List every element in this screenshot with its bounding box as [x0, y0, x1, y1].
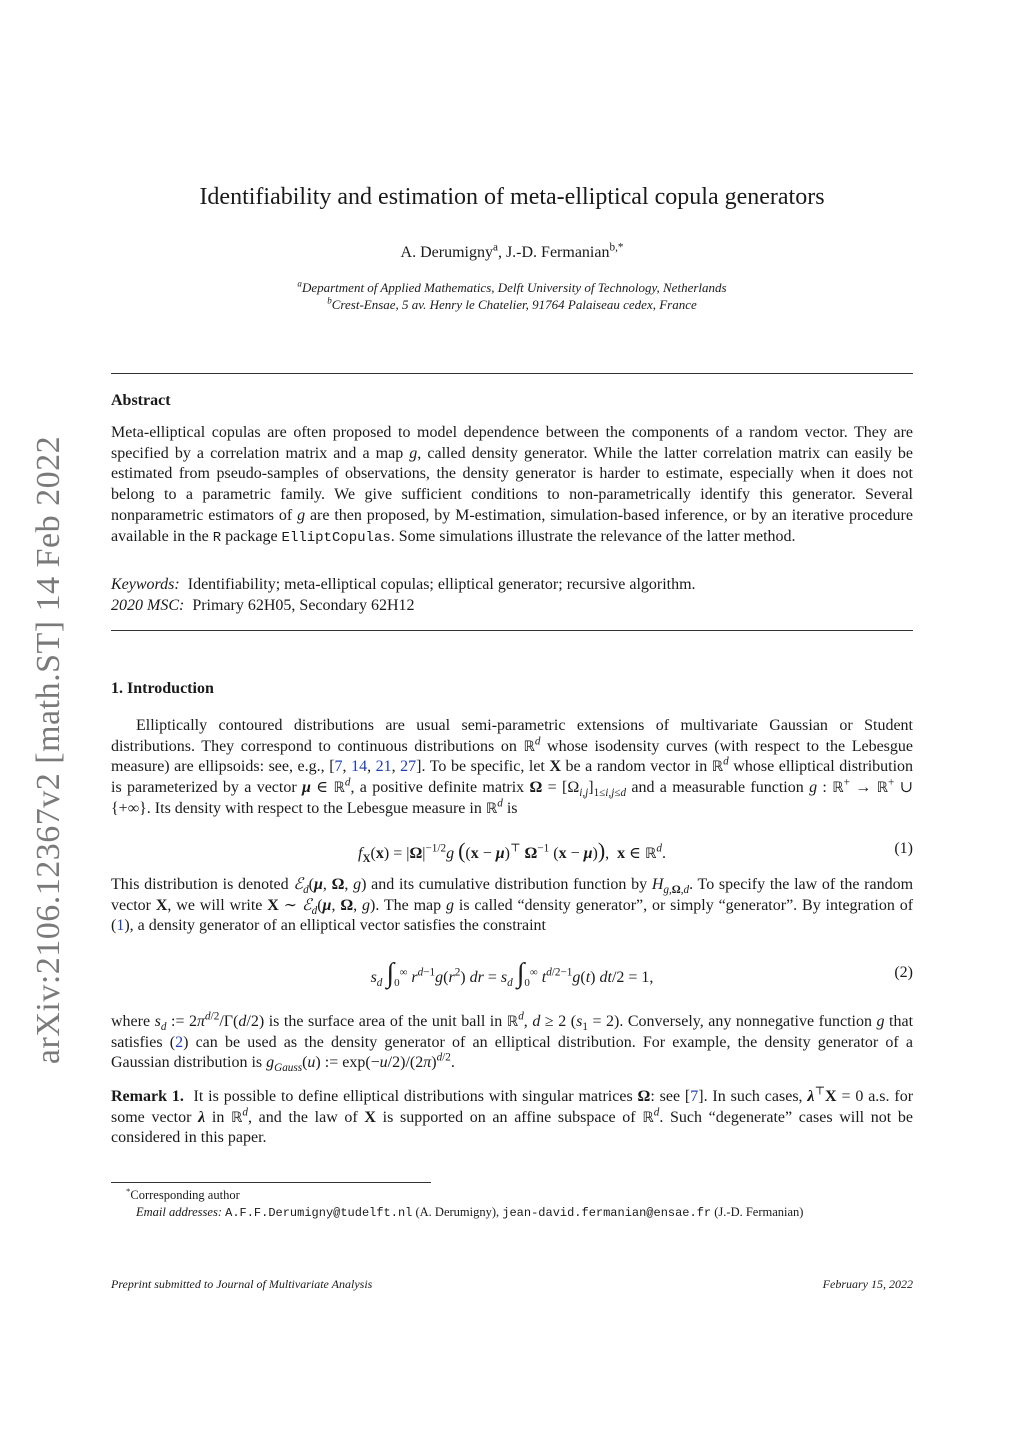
author-sep: , — [497, 244, 506, 261]
footnote-corresponding — [126, 1185, 240, 1203]
equation-2-number: (2) — [894, 964, 913, 981]
footnote-emails — [136, 1205, 803, 1220]
affil-a-text: Department of Applied Mathematics, Delft University of Technology, Netherlands — [301, 280, 727, 295]
abstract-text: Meta-elliptical copulas are often proposed to model dependence between the components of a random vector. They are specified by a correlation matrix and a map — [111, 424, 913, 462]
math-g: g — [297, 506, 306, 524]
abstract-text: are then proposed, by M-estimation, simulation-based inference, or by an iterative procedure available in the — [111, 506, 913, 545]
remark-1: Remark 1. It is possible to define elliptical distributions with singular matrices Ω: see [7]. In such cases, λ⊤X = 0 a.s. for some vector λ in ℝ$^d$, and the law of X is supported on an affine subspace of ℝ$^d$. Such “degenerate” cases will not be considered in this paper. — [111, 1085, 914, 1147]
msc-text: Primary 62H05, Secondary 62H12 — [192, 596, 415, 614]
affil-b-text: Crest-Ensae, 5 av. Henry le Chatelier, 91764 Palaiseau cedex, France — [331, 297, 697, 312]
citation-link[interactable]: 7 — [334, 758, 343, 776]
author-1-mark: a — [492, 241, 498, 254]
affiliation-b — [0, 297, 1024, 313]
keywords — [111, 575, 913, 616]
abstract-text: . Some simulations illustrate the relevance of the latter method. — [390, 527, 796, 545]
equation-ref-link[interactable]: 1 — [116, 917, 125, 935]
body-text: where — [111, 1013, 155, 1030]
abstract-text: package — [221, 527, 282, 545]
body-text: ]. To be specific, let — [416, 758, 550, 776]
body-text: It is possible to define elliptical distributions with singular matrices — [193, 1088, 638, 1105]
body-text: . To specify the law of the random vector — [111, 876, 914, 914]
footnote-text: Corresponding author — [130, 1188, 240, 1202]
remark-label: Remark 1. — [111, 1088, 184, 1105]
affil-a-mark: a — [297, 278, 302, 289]
body-text: and its cumulative distribution function by — [366, 876, 652, 893]
citation-link[interactable]: 7 — [690, 1088, 699, 1105]
body-text: whose elliptical distribution is parameterized by a vector — [111, 758, 914, 797]
affiliation-a — [0, 280, 1024, 296]
body-text: This distribution is denoted — [111, 876, 294, 893]
code-package: ElliptCopulas — [281, 529, 391, 546]
author-2: J.-D. Fermanian — [505, 244, 610, 261]
body-text: . Its density with respect to the Lebesgue measure in — [146, 799, 486, 817]
keywords-label: Keywords: — [111, 576, 180, 593]
math-Rd: ℝ — [523, 738, 535, 755]
equation-1-number: (1) — [894, 840, 913, 857]
paper-title: Identifiability and estimation of meta-elliptical copula generators — [199, 184, 825, 210]
body-text: is — [502, 799, 518, 817]
email-link[interactable]: A.F.F.Derumigny@tudelft.nl — [225, 1206, 413, 1220]
equation-2: $s_d$ $\int_0^\infty$ $r^{d-1}g(r^2)$ dr = $s_d$ $\int_0^\infty$ $t^{d/2-1}g(t) dt/2 = 1$, — [370, 958, 654, 990]
equation-ref-link[interactable]: 2 — [175, 1033, 184, 1051]
intro-paragraph-2: This distribution is denoted ℰ$_d$(μ, Ω, g) and its cumulative distribution function by $H_{g,\Omega,d}$. To specify the law of the random vector X, we will write X ∼ ℰ$_d$(μ, Ω, g). The map g is called “density generator”, or simply “generator”. By integration of (1), a density generator of an elliptical vector satisfies the constraint — [111, 876, 914, 935]
affil-b-mark: b — [327, 295, 332, 306]
body-text: , and the law of — [248, 1108, 365, 1126]
msc-label: 2020 MSC: — [111, 596, 185, 614]
body-text: . The map — [375, 896, 447, 914]
bottom-rule — [111, 630, 913, 631]
body-text: in — [205, 1108, 231, 1126]
citation-link[interactable]: 27 — [400, 758, 417, 776]
math-X: X — [549, 758, 561, 776]
arxiv-identifier: arXiv:2106.12367v2 [math.ST] 14 Feb 2022 — [30, 435, 67, 1065]
top-rule — [111, 373, 913, 374]
author-1: A. Derumigny — [400, 244, 493, 261]
citation-link[interactable]: 21 — [375, 758, 392, 776]
footnote-rule — [111, 1182, 431, 1183]
body-text: a.s. for some vector — [111, 1088, 914, 1126]
intro-paragraph-1: Elliptically contoured distributions are usual semi-parametric extensions of multivariate Gaussian or Student distributions. They correspond to continuous distributions on ℝ$^d$ whose isodensity curves (with respect to the Lebesgue measure) are ellipsoids: see, e.g., [7, 14, 21, 27]. To be specific, let X be a random vector in ℝ$^d$ whose elliptical distribution is parameterized by a vector μ ∈ ℝ$^d$, a positive definite matrix $\Omega = [\Omega_{i,j}]_{1\le i,j\le d}$ and a measurable function g : ℝ+ → ℝ+ ∪ {+∞}. Its density with respect to the Lebesgue measure in ℝ$^d$ is — [111, 717, 914, 817]
citation-link[interactable]: 14 — [351, 758, 368, 776]
body-text: , a positive definite matrix — [350, 779, 530, 797]
math-Rd: ℝ — [711, 759, 724, 776]
body-text: . — [450, 1054, 455, 1072]
abstract-body — [111, 423, 913, 548]
body-text: . Conversely, any nonnegative function — [619, 1013, 877, 1030]
keywords-text: Identifiability; meta-elliptical copulas; elliptical generator; recursive algorithm. — [187, 576, 696, 593]
email-label: Email addresses: — [136, 1205, 222, 1219]
body-text: be a random vector in — [561, 758, 712, 776]
preprint-date: February 15, 2022 — [822, 1277, 913, 1291]
body-text: is supported on an affine subspace of — [375, 1108, 643, 1126]
body-text: that satisfies ( — [111, 1013, 914, 1051]
code-r: R — [212, 529, 222, 546]
equation-1: $f_X(x) = |\Omega|^{-1/2}g$ ((x − μ)⊤ $\Omega^{-1}$ (x − μ)), x ∈ ℝ$^d$. — [358, 838, 666, 866]
body-text: is called “density generator”, or simply “generator”. By integration of ( — [111, 896, 914, 935]
email-owner: (J.-D. Fermanian) — [714, 1205, 804, 1219]
body-text: is the surface area of the unit ball in — [264, 1013, 507, 1030]
abstract-text: , called density generator. While the latter correlation matrix can easily be estimated from pseudo-samples of observations, the density generator is harder to estimate, especially when it does not belong to a parametric family. We give sufficient conditions to non-parametrically identify this generator. Several nonparametric estimators of — [111, 444, 913, 524]
abstract-heading: Abstract — [111, 392, 171, 409]
intro-paragraph-3: where $s_d$ := $2\pi^{d/2}/\Gamma(d/2)$ is the surface area of the unit ball in ℝ$^d$, d ≥ 2 $(s_1 = 2)$. Conversely, any nonnegative function g that satisfies (2) can be used as the density generator of an elliptical distribution. For example, the density generator of a Gaussian distribution is $g_{Gauss}(u)$ := $\exp(-u/2)/(2\pi)^{d/2}$. — [111, 1010, 914, 1075]
math-g: g — [409, 444, 418, 462]
footnote-mark: * — [126, 1185, 131, 1196]
section-heading: 1. Introduction — [111, 680, 214, 697]
body-text: . Such “degenerate” cases will not be considered in this paper. — [111, 1108, 914, 1147]
body-text: and a measurable function — [626, 779, 810, 797]
email-owner: (A. Derumigny), — [415, 1205, 500, 1219]
body-text: : see [ — [650, 1088, 691, 1105]
author-2-mark: b,* — [609, 241, 624, 254]
body-text: ), a density generator of an elliptical vector satisfies the constraint — [124, 917, 546, 935]
body-text: ]. In such cases, — [698, 1088, 808, 1105]
preprint-note: Preprint submitted to Journal of Multivariate Analysis — [111, 1277, 373, 1291]
body-text: ) can be used as the density generator of an elliptical distribution. For example, the density generator of a Gaussian distribution is — [111, 1033, 914, 1072]
body-text: , we will write — [167, 896, 268, 914]
body-text: Elliptically contoured distributions are usual semi-parametric extensions of multivariate Gaussian or Student distributions. They correspond to continuous distributions on — [111, 717, 913, 755]
email-link[interactable]: jean-david.fermanian@ensae.fr — [502, 1206, 712, 1220]
body-text: whose isodensity curves (with respect to the Lebesgue measure) are ellipsoids: see, e.g., [ — [111, 737, 914, 776]
author-list — [0, 241, 1024, 262]
